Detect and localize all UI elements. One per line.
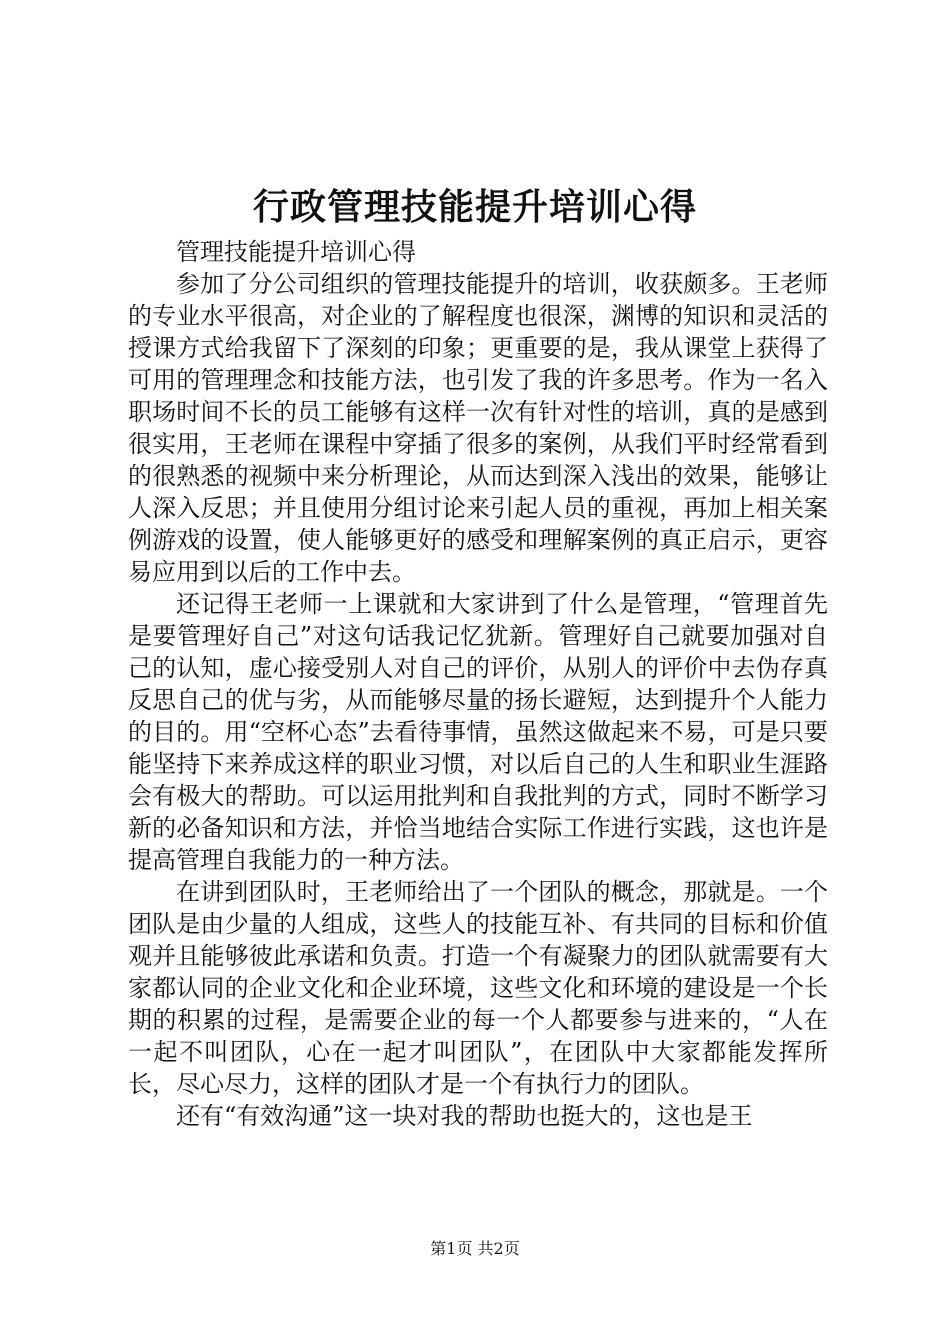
document-title: 行政管理技能提升培训心得 [252, 186, 697, 228]
paragraph-1: 参加了分公司组织的管理技能提升的培训，收获颇多。王老师的专业水平很高，对企业的了解程度也很深，渊博的知识和灵活的授课方式给我留下了深刻的印象；更重要的是，我从课堂上获得了可用的管理理念和技能方法，也引发了我的许多思考。作为一名入职场时间不长的员工能够有这样一次有针对性的培训，真的是感到很实用，王老师在课程中穿插了很多的案例，从我们平时经常看到的很熟悉的视频中来分析理论，从而达到深入浅出的效果，能够让人深入反思；并且使用分组讨论来引起人员的重视，再加上相关案例游戏的设置，使人能够更好的感受和理解案例的真正启示，更容易应用到以后的工作中去。 [128, 270, 828, 586]
page-footer: 第1页 共2页 [430, 1239, 520, 1258]
paragraph-subtitle: 管理技能提升培训心得 [176, 238, 416, 266]
paragraph-2: 还记得王老师一上课就和大家讲到了什么是管理，“管理首先是要管理好自己”对这句话我记忆犹新。管理好自己就要加强对自己的认知，虚心接受别人对自己的评价，从别人的评价中去伪存真反思自己的优与劣，从而能够尽量的扬长避短，达到提升个人能力的目的。用“空杯心态”去看待事情，虽然这做起来不易，可是只要能坚持下来养成这样的职业习惯，对以后自己的人生和职业生涯路会有极大的帮助。可以运用批判和自我批判的方式，同时不断学习新的必备知识和方法，并恰当地结合实际工作进行实践，这也许是提高管理自我能力的一种方法。 [128, 590, 828, 874]
paragraph-3: 在讲到团队时，王老师给出了一个团队的概念，那就是。一个团队是由少量的人组成，这些人的技能互补、有共同的目标和价值观并且能够彼此承诺和负责。打造一个有凝聚力的团队就需要有大家都认同的企业文化和企业环境，这些文化和环境的建设是一个长期的积累的过程，是需要企业的每一个人都要参与进来的，“人在一起不叫团队，心在一起才叫团队”，在团队中大家都能发挥所长，尽心尽力，这样的团队才是一个有执行力的团队。 [128, 878, 828, 1098]
paragraph-4: 还有“有效沟通”这一块对我的帮助也挺大的，这也是王 [176, 1102, 753, 1130]
document-body [128, 236, 828, 1132]
